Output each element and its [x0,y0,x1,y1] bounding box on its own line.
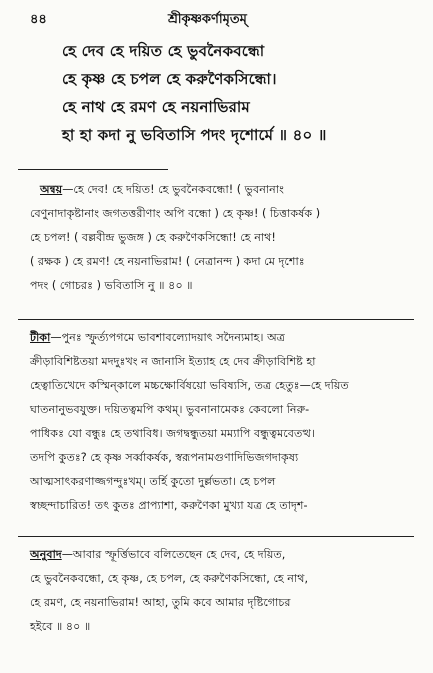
section-divider [18,319,414,320]
tika-line: স্বচ্ছন্দাচারিত! তৎ কুতঃ প্রাপ্যাশা, করুণৈকা মুখ্যা যত্র হে তাদৃশ- [30,499,308,512]
verse-line: হা হা কদা নু ভবিতাসি পদং দৃশোর্মে ॥ ৪০ ॥ [62,126,327,144]
verse-line: হে দেব হে দয়িত হে ভুবনৈকবন্ধো [62,42,265,60]
anuvad-line: হে রমণ, হে নয়নাভিরাম! আহা, তুমি কবে আমার দৃষ্টিগোচর [30,596,291,609]
anvaya-line: অন্বয়—হে দেব! হে দয়িত! হে ভুবনৈকবন্ধো! ( ভুবনানাং [40,183,284,196]
anuvad-line: হইবে ॥ ৪০ ॥ [30,620,91,633]
tika-label: টীকা [30,331,51,344]
tika-line: হেত্বাতিখেদে কস্মিন্‌কালে মচ্চক্ষোর্বিষয়ো ভবিষ্যসি, তত্র হেতুঃ—হে দয়িত [30,379,349,392]
anuvad-line: অনুবাদ—আবার স্ফূর্ত্তিভাবে বলিতেছেন হে দেব, হে দয়িত, [30,548,286,561]
section-divider [18,536,414,537]
anvaya-line: ( রক্ষক ) হে রমণ! হে নয়নাভিরাম! ( নেত্রানন্দ ) কদা মে দৃশোঃ [30,255,305,268]
tika-line: তদপি কুতঃ? হে কৃষ্ণ সর্ব্বাকর্ষক, স্বরূপনামগুণাদিভিজগদাকৃষ্য [30,451,299,464]
page-title: শ্রীকৃষ্ণকর্ণামৃতম্ [168,12,247,27]
anuvad-label: অনুবাদ [30,548,62,561]
tika-line: ক্রীড়াবিশিষ্টতয়া মদদুঃখং ন জানাসি ইত্যাহ হে দেব ক্রীড়াবিশিষ্ট হা [30,355,316,368]
page-number: ৪৪ [30,12,47,27]
tika-line: ঘাতনানুভবযুক্ত। দয়িতত্বমপি কথম্। ভুবনানামেকঃ কেবলো নিরু- [30,403,310,416]
section-divider [18,169,168,170]
anvaya-line: পদং ( গোচরঃ ) ভবিতাসি নু ॥ ৪০ ॥ [30,279,193,292]
verse-line: হে কৃষ্ণ হে চপল হে করুণৈকসিন্ধো। [62,70,277,88]
anvaya-line: বেণুনাদাকৃষ্টানাং জগতত্তরীণাং অপি বন্ধো ) হে কৃষ্ণ! ( চিত্তাকর্ষক ) [30,207,321,220]
tika-line: টীকা—পুনঃ স্ফুর্ত্যপগমে ভাবশাবল্যোদয়াৎ সদৈন্যমাহ। অত্র [30,331,286,344]
anuvad-line: হে ভুবনৈকবন্ধো, হে কৃষ্ণ, হে চপল, হে করুণৈকসিন্ধো, হে নাথ, [30,572,309,585]
verse-line: হে নাথ হে রমণ হে নয়নাভিরাম [62,98,250,116]
anvaya-label: অন্বয় [40,183,63,196]
tika-line: পাধিকঃ যো বন্ধুঃ হে তথাবিধ। জগদ্বন্ধুতয়া মম্যাপি বন্ধুত্বমবেতত্থ। [30,427,315,440]
anvaya-line: হে চপল! ( বল্লবীন্দ্র ভুজঙ্গ ) হে করুণৈকসিন্ধো! হে নাথ! [30,231,276,244]
tika-line: আত্মসাৎকরণাজ্জগন্দুঃখম্। তর্হি কুতো দুর্ল্লভতা। হে চপল [30,475,276,488]
